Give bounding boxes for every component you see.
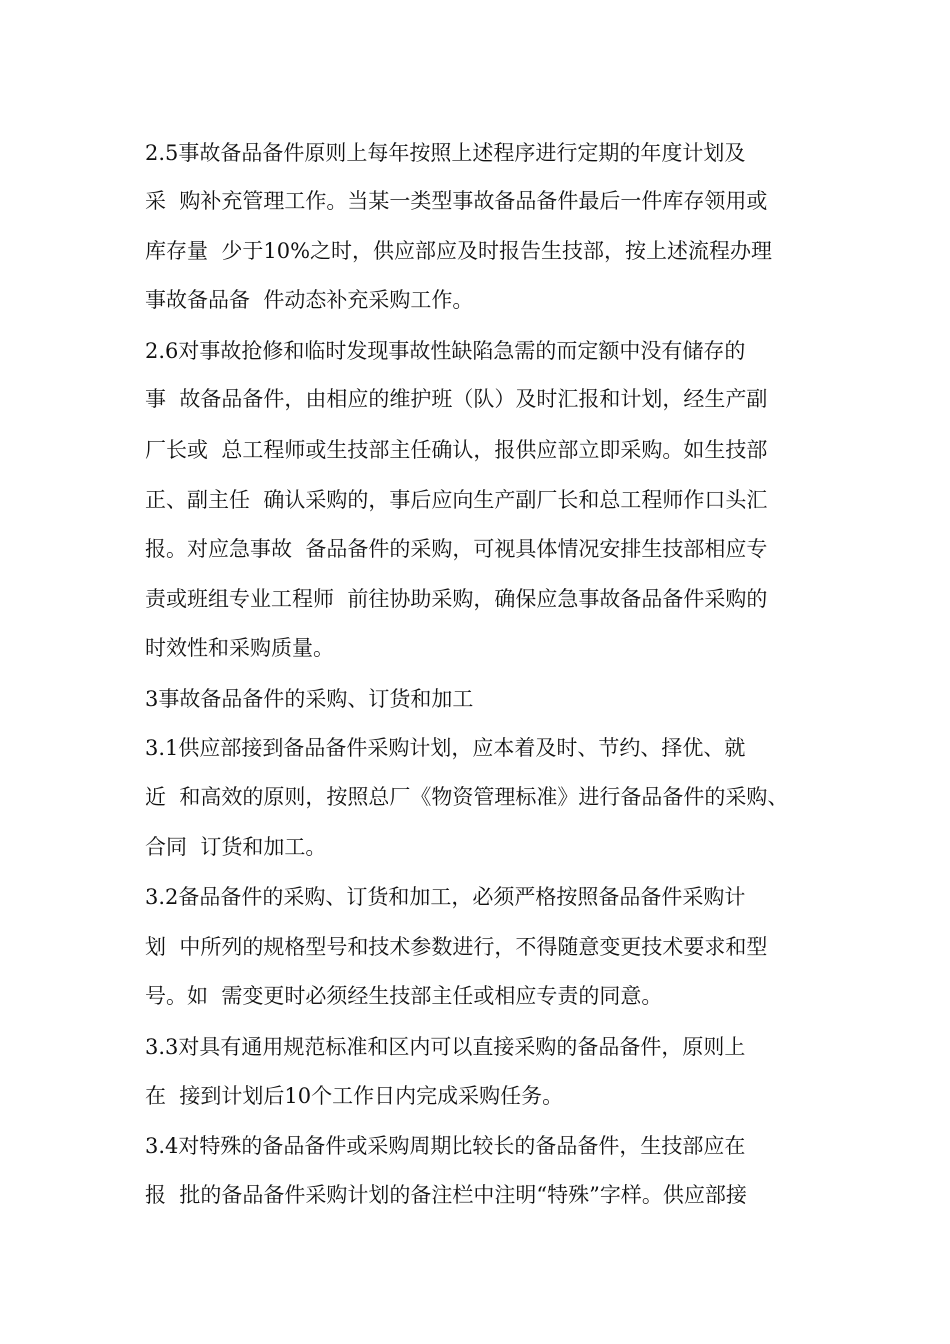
text-line: 在 接到计划后10个工作日内完成采购任务。 bbox=[145, 1084, 564, 1108]
text-line: 报 批的备品备件采购计划的备注栏中注明“特殊”字样。供应部接 bbox=[145, 1183, 747, 1207]
text-line: 事 故备品备件，由相应的维护班（队）及时汇报和计划，经生产副 bbox=[145, 387, 768, 411]
text-line: 正、副主任 确认采购的，事后应向生产副厂长和总工程师作口头汇 bbox=[145, 488, 768, 512]
text-line: 采 购补充管理工作。当某一类型事故备品备件最后一件库存领用或 bbox=[145, 189, 768, 213]
text-line: 号。如 需变更时必须经生技部主任或相应专责的同意。 bbox=[145, 984, 663, 1008]
text-line: 合同 订货和加工。 bbox=[145, 835, 327, 859]
text-line: 3.1供应部接到备品备件采购计划，应本着及时、节约、择优、就 bbox=[145, 736, 746, 760]
text-line: 报。对应急事故 备品备件的采购，可视具体情况安排生技部相应专 bbox=[145, 537, 768, 561]
text-line: 3.4对特殊的备品备件或采购周期比较长的备品备件，生技部应在 bbox=[145, 1134, 746, 1158]
text-line: 近 和高效的原则，按照总厂《物资管理标准》进行备品备件的采购、 bbox=[145, 785, 789, 809]
text-line: 划 中所列的规格型号和技术参数进行，不得随意变更技术要求和型 bbox=[145, 935, 768, 959]
text-line: 厂长或 总工程师或生技部主任确认，报供应部立即采购。如生技部 bbox=[145, 438, 768, 462]
text-line: 库存量 少于10%之时，供应部应及时报告生技部，按上述流程办理 bbox=[145, 239, 773, 263]
section-heading: 3事故备品备件的采购、订货和加工 bbox=[145, 687, 474, 711]
text-line: 责或班组专业工程师 前往协助采购，确保应急事故备品备件采购的 bbox=[145, 587, 768, 611]
text-line: 时效性和采购质量。 bbox=[145, 636, 334, 660]
text-line: 3.2备品备件的采购、订货和加工，必须严格按照备品备件采购计 bbox=[145, 885, 746, 909]
text-line: 3.3对具有通用规范标准和区内可以直接采购的备品备件，原则上 bbox=[145, 1035, 746, 1059]
text-line: 2.5事故备品备件原则上每年按照上述程序进行定期的年度计划及 bbox=[145, 141, 746, 165]
text-line: 2.6对事故抢修和临时发现事故性缺陷急需的而定额中没有储存的 bbox=[145, 339, 746, 363]
text-line: 事故备品备 件动态补充采购工作。 bbox=[145, 288, 474, 312]
